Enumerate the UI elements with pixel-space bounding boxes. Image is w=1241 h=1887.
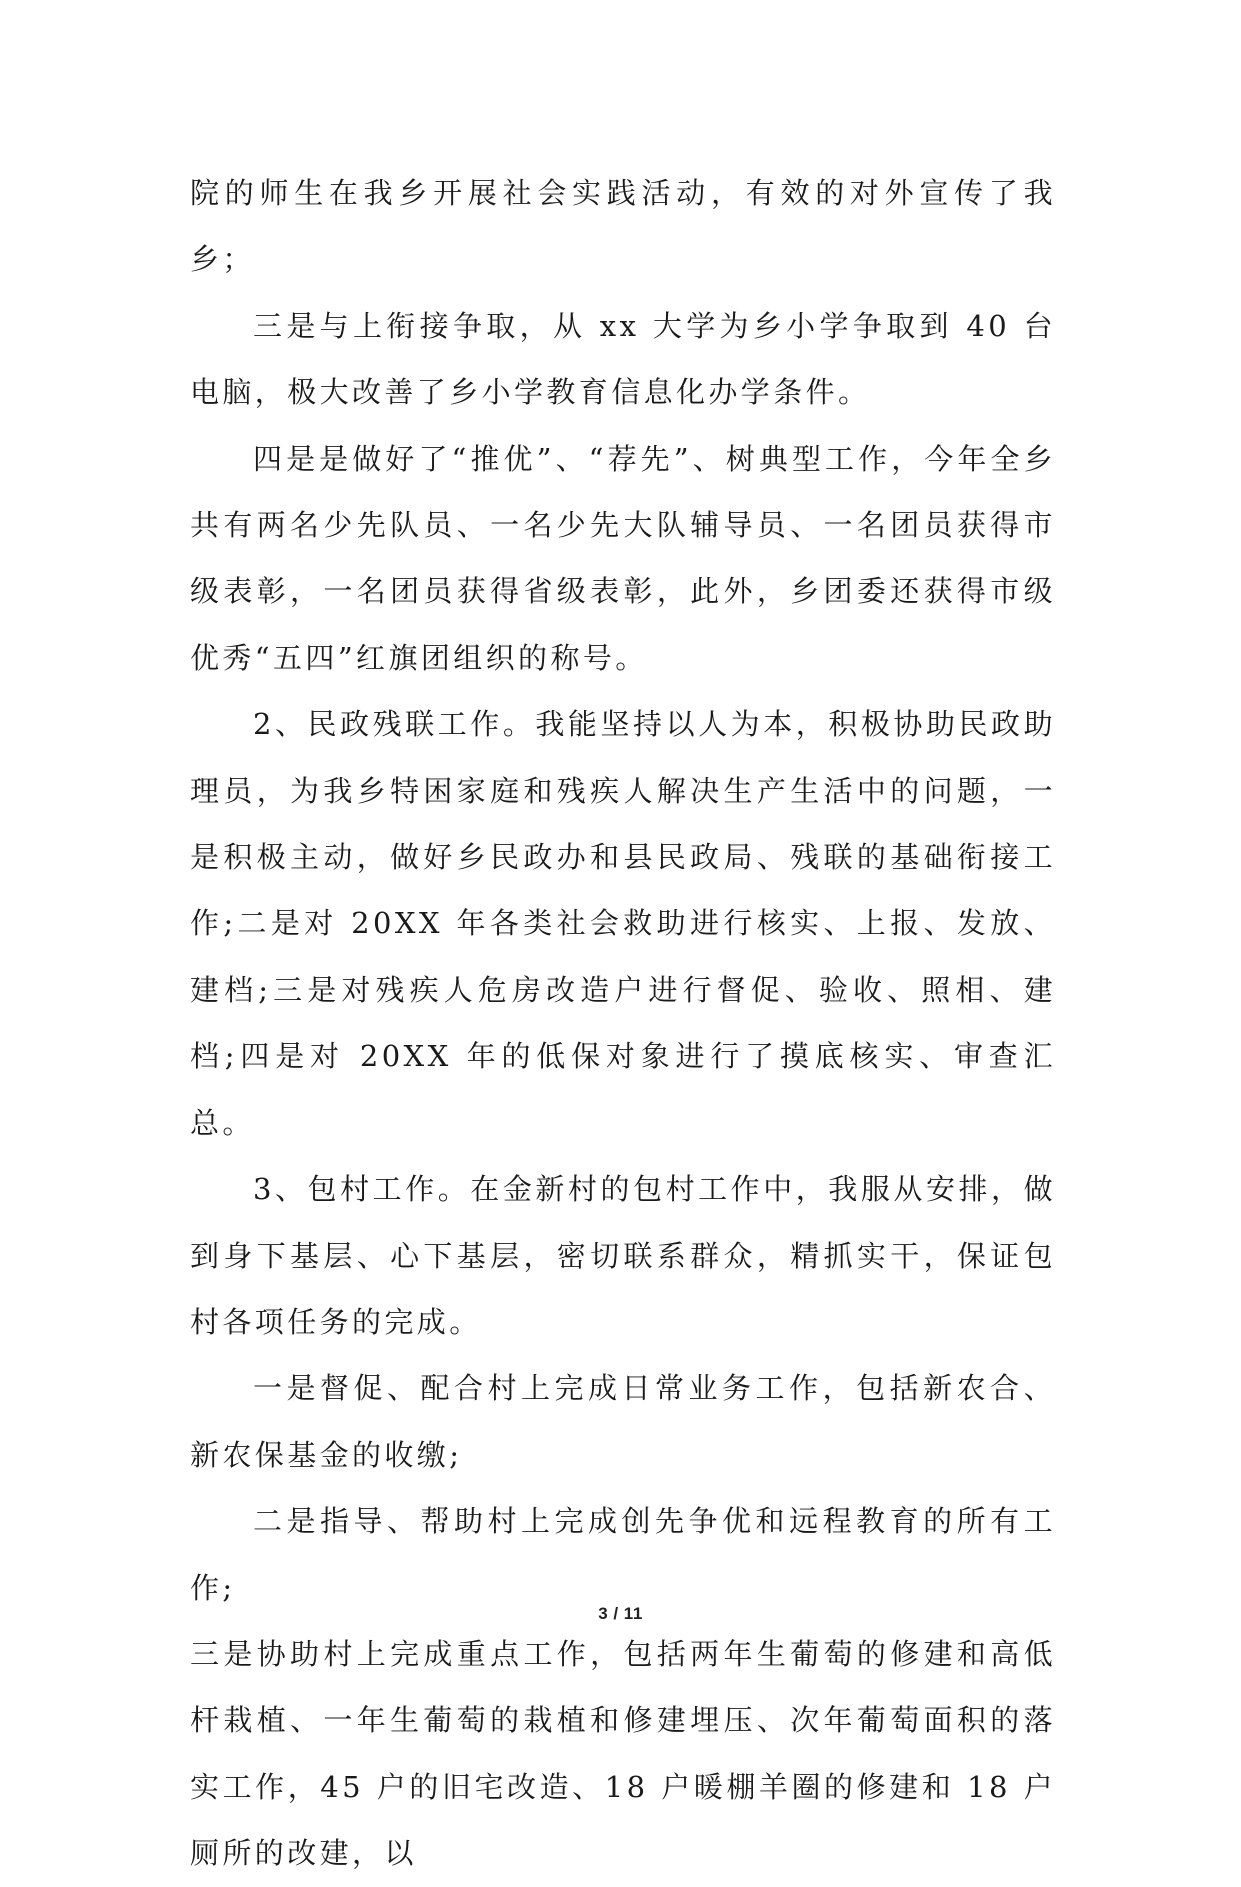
paragraph: 二是指导、帮助村上完成创先争优和远程教育的所有工作; [190, 1504, 1056, 1605]
page-number: 3 / 11 [598, 1604, 643, 1623]
paragraph: 四是是做好了“推优”、“荐先”、树典型工作，今年全乡共有两名少先队员、一名少先大队辅导员、一名团员获得市级表彰，一名团员获得省级表彰，此外，乡团委还获得市级优秀“五四”红旗团组织的称号。 [190, 441, 1056, 675]
paragraph: 3、包村工作。在金新村的包村工作中，我服从安排，做到身下基层、心下基层，密切联系群众，精抓实干，保证包村各项任务的完成。 [190, 1172, 1056, 1339]
document-body [190, 160, 1056, 1887]
paragraph: 院的师生在我乡开展社会实践活动，有效的对外宣传了我乡； [190, 176, 1056, 277]
paragraph: 三是与上衔接争取，从 xx 大学为乡小学争取到 40 台电脑，极大改善了乡小学教育信息化办学条件。 [190, 308, 1056, 410]
paragraph: 2、民政残联工作。我能坚持以人为本，积极协助民政助理员，为我乡特困家庭和残疾人解决生产生活中的问题，一是积极主动，做好乡民政办和县民政局、残联的基础衔接工作;二是对 20XX 年各类社会救助进行核实、上报、发放、建档;三是对残疾人危房改造户进行督促、验收、照相、建档;四是对 20XX 年的低保对象进行了摸底核实、审查汇总。 [190, 707, 1056, 1140]
paragraph: 三是协助村上完成重点工作，包括两年生葡萄的修建和高低杆栽植、一年生葡萄的栽植和修建埋压、次年葡萄面积的落实工作，45 户的旧宅改造、18 户暖棚羊圈的修建和 18 户厕所的改建，以 [190, 1636, 1056, 1871]
paragraph: 一是督促、配合村上完成日常业务工作，包括新农合、新农保基金的收缴; [190, 1371, 1056, 1472]
